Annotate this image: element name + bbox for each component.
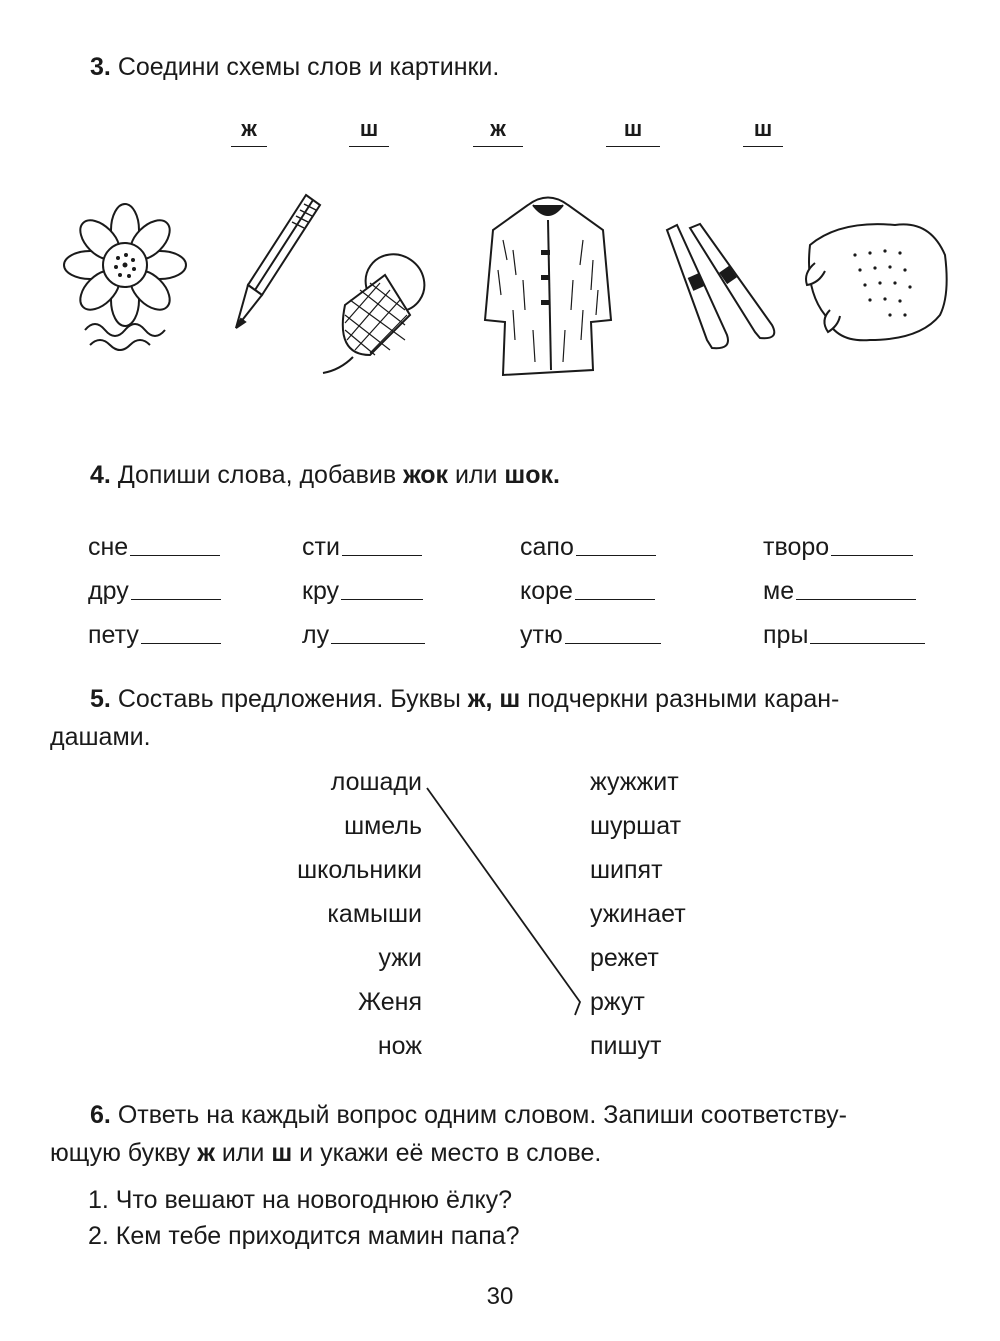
word-stem: лу — [302, 621, 330, 649]
word-stem: утю — [520, 621, 563, 649]
word-scheme[interactable] — [743, 116, 783, 147]
task5-heading — [90, 680, 839, 718]
predicate-word[interactable]: режет — [590, 944, 659, 972]
word-blank[interactable] — [520, 572, 655, 606]
subject-word[interactable]: камыши — [327, 900, 422, 928]
word-blank[interactable] — [520, 528, 656, 562]
task4-option-shok: шок. — [504, 461, 560, 489]
word-stem: ме — [763, 577, 795, 605]
page-number: 30 — [486, 1283, 514, 1310]
predicate-word[interactable]: ужинает — [590, 900, 686, 928]
task5-text-cont: подчеркни разными каран- — [527, 685, 840, 713]
word-stem: творо — [763, 533, 830, 561]
word-blank[interactable] — [520, 616, 661, 650]
task4-title: Допиши слова, добавив — [117, 461, 397, 489]
word-scheme[interactable] — [606, 116, 660, 147]
task4-heading — [90, 456, 560, 494]
word-blank[interactable] — [763, 572, 916, 606]
word-stem: коре — [520, 577, 573, 605]
skis-icon[interactable] — [662, 220, 787, 355]
subject-word[interactable]: лошади — [330, 768, 422, 796]
question-item: 1. Что вешают на новогоднюю ёлку? — [88, 1186, 513, 1214]
task6-text-or: или — [221, 1139, 265, 1167]
word-stem: сти — [302, 533, 340, 561]
task6-text: Ответь на каждый вопрос одним словом. Запиши соответству- — [117, 1101, 847, 1129]
task4-option-zhok: жок — [403, 461, 448, 489]
word-stem: сапо — [520, 533, 574, 561]
task4-number: 4. — [90, 461, 111, 489]
word-stem: дру — [88, 577, 129, 605]
subject-word[interactable]: шмель — [344, 812, 422, 840]
word-blank[interactable] — [763, 528, 913, 562]
predicate-word[interactable]: шуршат — [590, 812, 682, 840]
scheme-letter: ш — [359, 116, 379, 141]
scheme-letter: ш — [753, 116, 773, 141]
word-stem: кру — [302, 577, 340, 605]
task6-letter-sh: ш — [271, 1139, 293, 1167]
scheme-letter: ж — [490, 116, 506, 141]
task3-title: Соедини схемы слов и картинки. — [117, 53, 500, 81]
task4-title-or: или — [454, 461, 498, 489]
word-blank[interactable] — [302, 572, 423, 606]
task3-heading — [90, 48, 499, 86]
task6-text-cont: ющую букву — [50, 1139, 191, 1167]
word-scheme[interactable] — [349, 116, 389, 147]
subject-word[interactable]: ужи — [378, 944, 422, 972]
task3-number: 3. — [90, 53, 111, 81]
word-blank[interactable] — [763, 616, 925, 650]
task5-text: Составь предложения. Буквы — [117, 685, 461, 713]
word-scheme[interactable] — [231, 116, 267, 147]
predicate-word[interactable]: пишут — [590, 1032, 662, 1060]
subject-word[interactable]: Женя — [357, 988, 422, 1016]
pillow-icon[interactable] — [800, 215, 955, 350]
acorn-icon[interactable] — [315, 245, 435, 380]
word-blank[interactable] — [302, 616, 425, 650]
task5-heading-line2: дашами. — [50, 723, 151, 751]
word-stem: пету — [88, 621, 139, 649]
question-item: 2. Кем тебе приходится мамин папа? — [88, 1222, 520, 1250]
word-blank[interactable] — [302, 528, 422, 562]
flower-icon[interactable] — [60, 200, 190, 360]
word-scheme[interactable] — [473, 116, 523, 147]
task6-heading-line2 — [50, 1134, 601, 1172]
word-stem: сне — [88, 533, 129, 561]
task6-heading — [90, 1096, 847, 1134]
word-blank[interactable] — [88, 528, 220, 562]
task6-letter-zh: ж — [197, 1139, 215, 1167]
connector-line — [420, 780, 590, 1020]
scheme-letter: ж — [241, 116, 257, 141]
subject-word[interactable]: школьники — [297, 856, 422, 884]
word-blank[interactable] — [88, 616, 221, 650]
predicate-word[interactable]: шипят — [590, 856, 663, 884]
pencil-icon[interactable] — [228, 190, 328, 335]
predicate-word[interactable]: жужжит — [590, 768, 679, 796]
predicate-word[interactable]: ржут — [590, 988, 645, 1016]
task5-number: 5. — [90, 685, 111, 713]
task6-number: 6. — [90, 1101, 111, 1129]
word-blank[interactable] — [88, 572, 221, 606]
scheme-letter: ш — [623, 116, 643, 141]
task6-text-end: и укажи её место в слове. — [299, 1139, 602, 1167]
word-stem: пры — [763, 621, 809, 649]
subject-word[interactable]: нож — [377, 1032, 422, 1060]
fur-coat-icon[interactable] — [483, 190, 613, 385]
task5-letters: ж, ш — [467, 685, 521, 713]
